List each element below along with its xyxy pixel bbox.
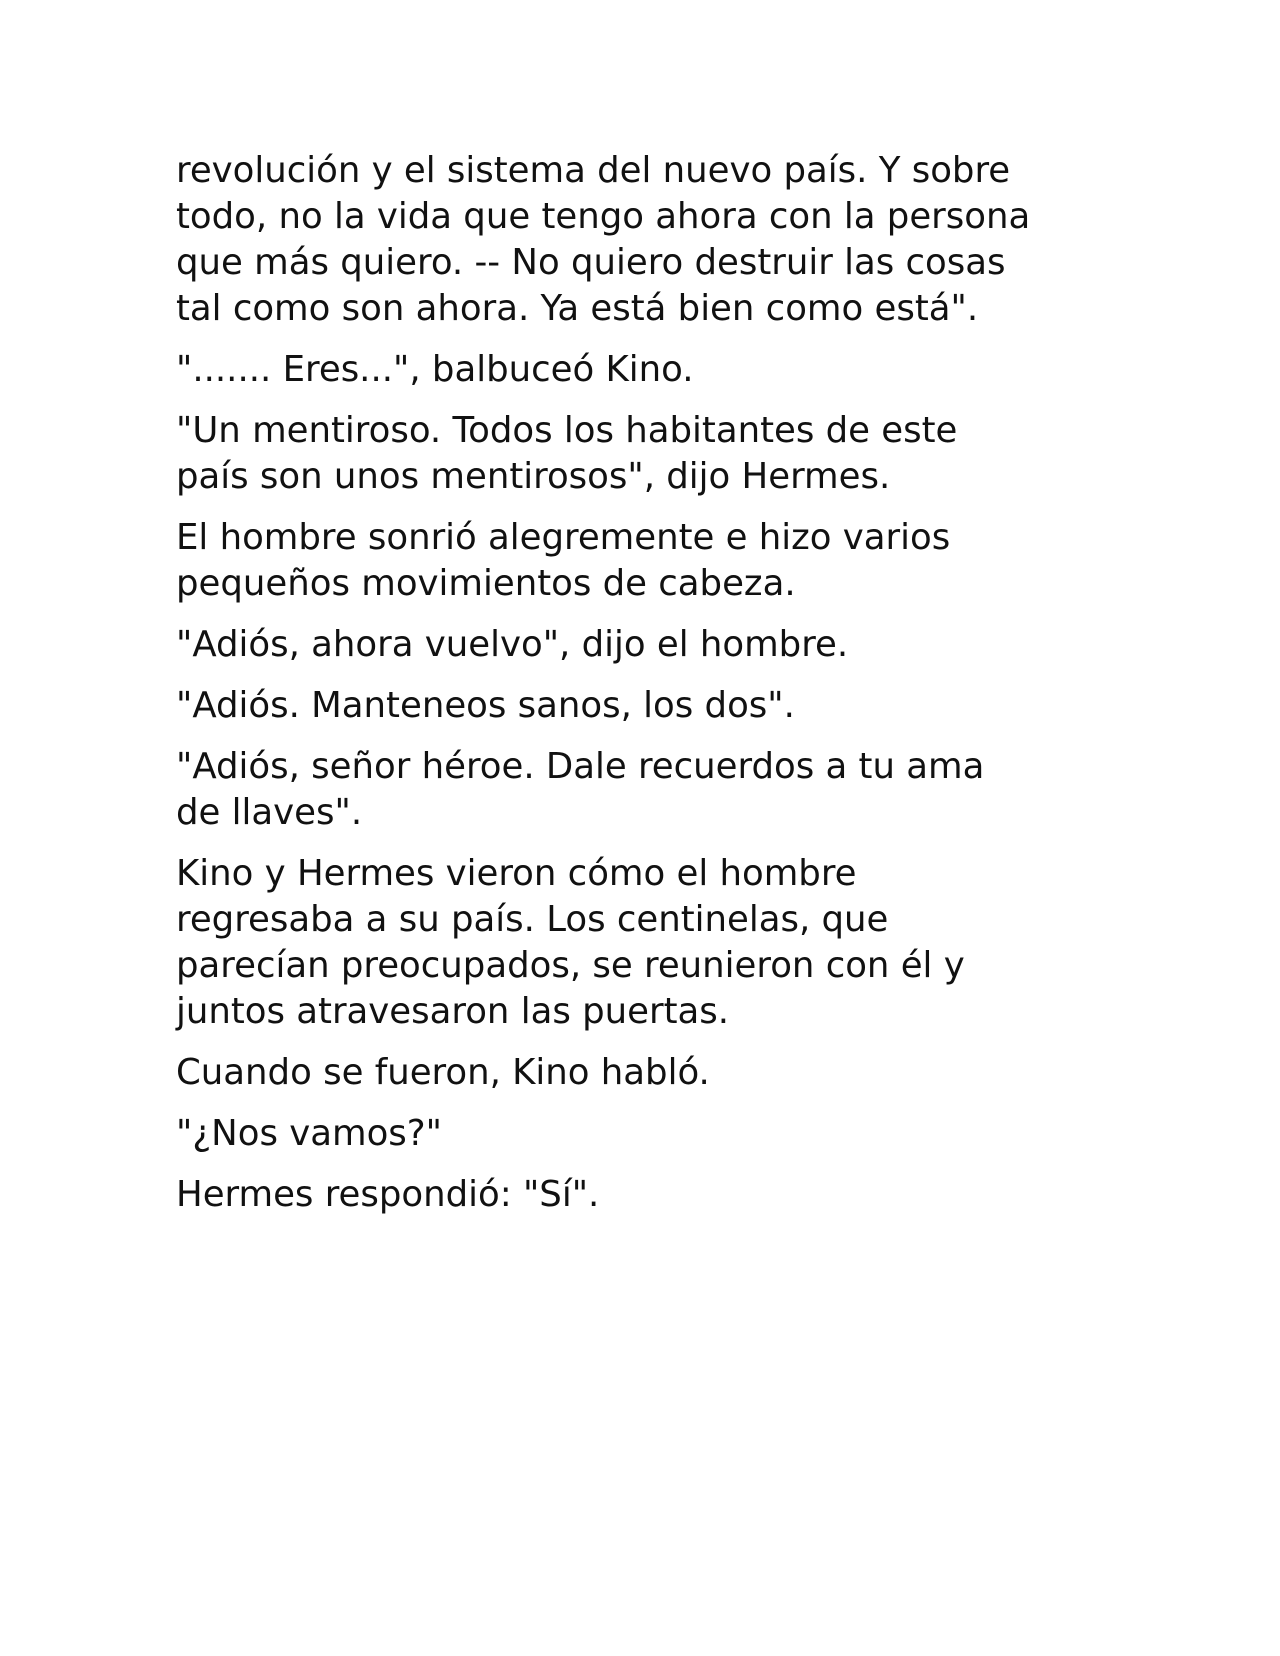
text-line: "Un mentiroso. Todos los habitantes de este [176, 410, 958, 451]
text-line: todo, no la vida que tengo ahora con la persona [176, 196, 1031, 237]
paragraph [176, 408, 1116, 500]
text-line: "¿Nos vamos?" [176, 1113, 442, 1154]
paragraph [176, 148, 1116, 332]
paragraph [176, 744, 1116, 836]
text-line: que más quiero. -- No quiero destruir las cosas [176, 242, 1006, 283]
text-line: "Adiós, ahora vuelvo", dijo el hombre. [176, 624, 849, 665]
paragraph [176, 515, 1116, 607]
paragraph [176, 622, 1116, 668]
text-line: El hombre sonrió alegremente e hizo varios [176, 517, 951, 558]
body-text [176, 148, 1116, 1233]
text-line: "Adiós. Manteneos sanos, los dos". [176, 685, 795, 726]
text-line: Kino y Hermes vieron cómo el hombre [176, 853, 857, 894]
text-line: pequeños movimientos de cabeza. [176, 563, 796, 604]
paragraph [176, 683, 1116, 729]
text-line: país son unos mentirosos", dijo Hermes. [176, 456, 891, 497]
text-line: "Adiós, señor héroe. Dale recuerdos a tu ama [176, 746, 985, 787]
text-line: "....... Eres...", balbuceó Kino. [176, 349, 694, 390]
paragraph [176, 851, 1116, 1035]
text-line: parecían preocupados, se reunieron con él y [176, 945, 965, 986]
paragraph [176, 1172, 1116, 1218]
text-line: regresaba a su país. Los centinelas, que [176, 899, 889, 940]
paragraph [176, 1050, 1116, 1096]
paragraph [176, 347, 1116, 393]
text-line: Hermes respondió: "Sí". [176, 1174, 600, 1215]
text-line: revolución y el sistema del nuevo país. Y sobre [176, 150, 1011, 191]
paragraph [176, 1111, 1116, 1157]
text-line: tal como son ahora. Ya está bien como está". [176, 288, 979, 329]
text-line: de llaves". [176, 792, 363, 833]
text-line: Cuando se fueron, Kino habló. [176, 1052, 710, 1093]
text-line: juntos atravesaron las puertas. [176, 991, 730, 1032]
